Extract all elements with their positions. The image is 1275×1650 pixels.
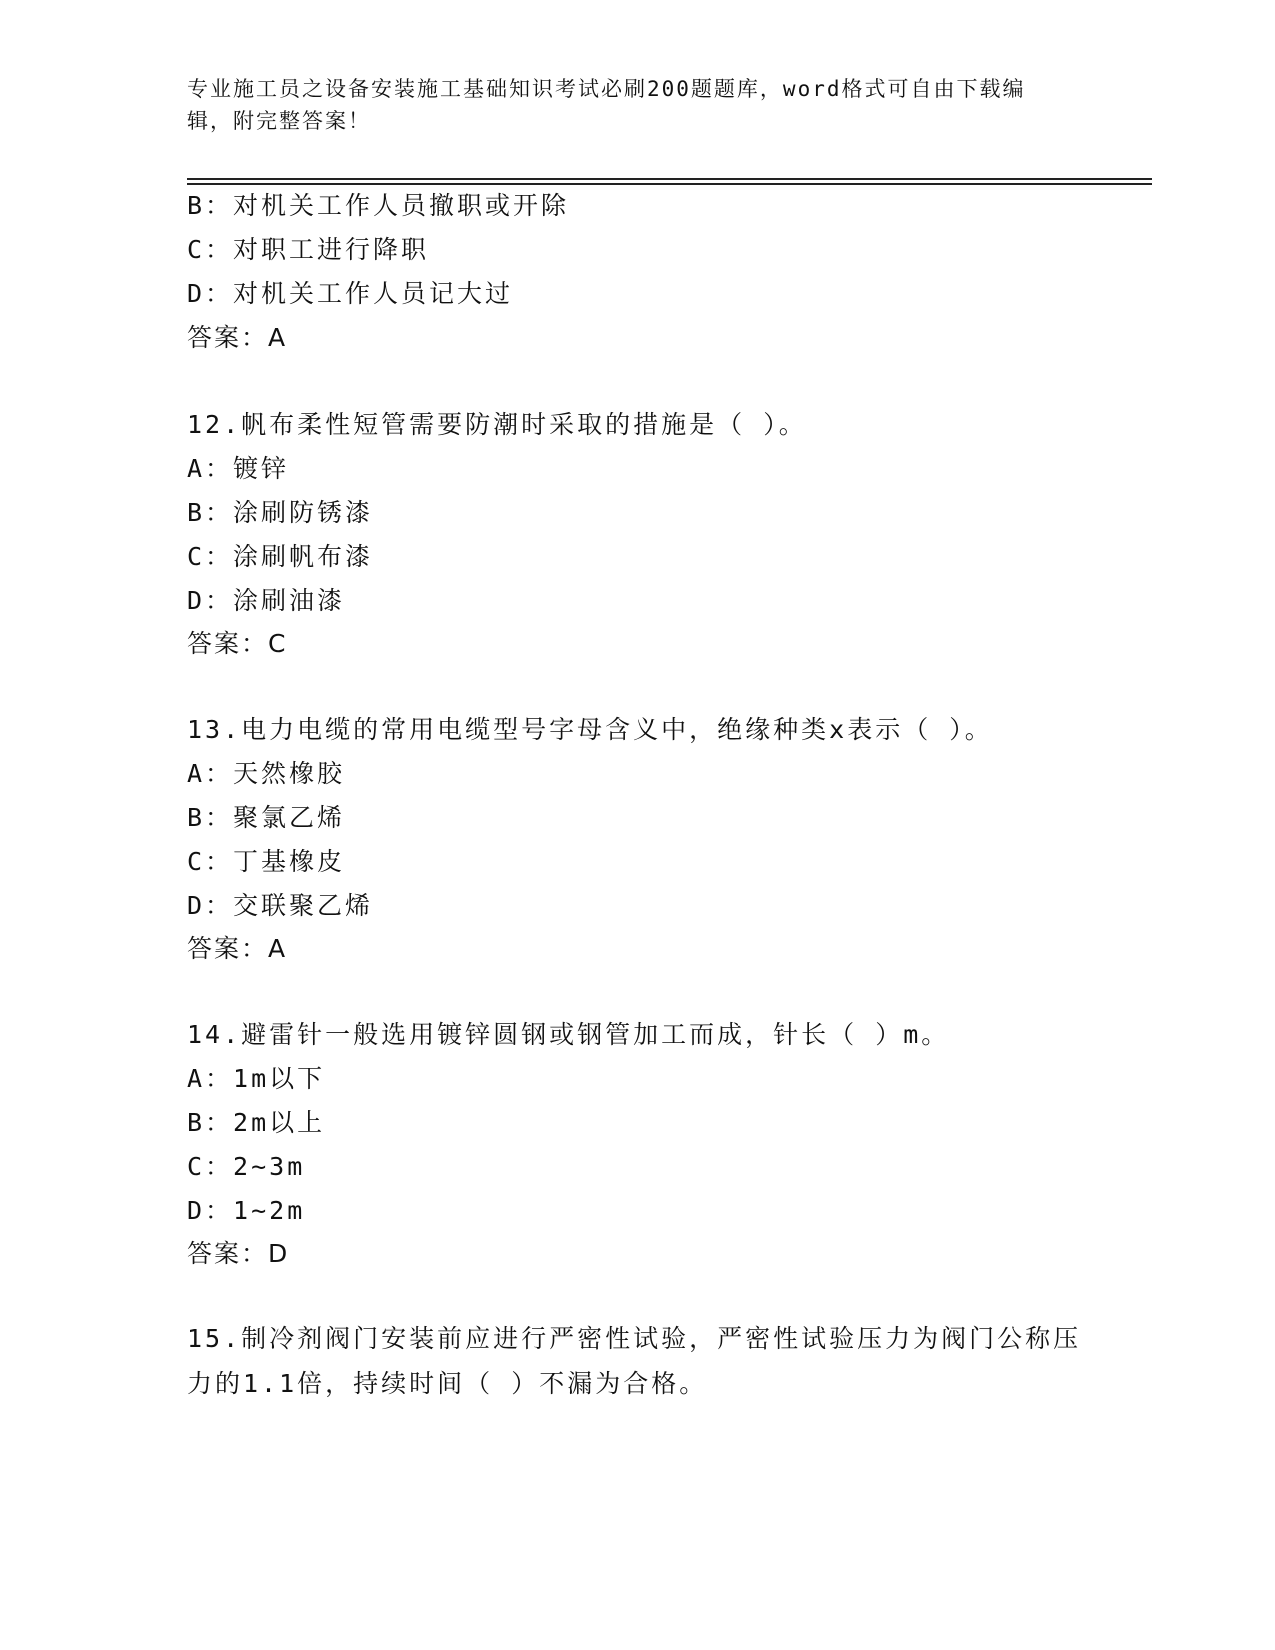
q12-stem: 12.帆布柔性短管需要防潮时采取的措施是（ ）。: [187, 410, 807, 439]
q13-stem: 13.电力电缆的常用电缆型号字母含义中，绝缘种类x表示（ ）。: [187, 715, 993, 744]
q13-option-d: D：交联聚乙烯: [187, 891, 374, 920]
q11-answer: 答案：A: [187, 323, 288, 352]
q11-option-b: B：对机关工作人员撤职或开除: [187, 191, 570, 220]
q11-option-d: D：对机关工作人员记大过: [187, 279, 514, 308]
q14-answer: 答案：D: [187, 1239, 290, 1268]
q14-option-b: B：2m以上: [187, 1108, 326, 1137]
q11-option-c: C：对职工进行降职: [187, 235, 430, 264]
header-divider-top: [187, 178, 1152, 180]
q14-option-a: A：1m以下: [187, 1064, 326, 1093]
q13-option-c: C：丁基橡皮: [187, 847, 346, 876]
q12-answer: 答案：C: [187, 629, 288, 658]
q14-stem: 14.避雷针一般选用镀锌圆钢或钢管加工而成，针长（ ）m。: [187, 1020, 950, 1049]
document-header: 专业施工员之设备安装施工基础知识考试必刷200题题库，word格式可自由下载编辑，附完整答案！: [187, 77, 1026, 133]
q13-option-b: B：聚氯乙烯: [187, 803, 346, 832]
q14-option-d: D：1~2m: [187, 1196, 306, 1225]
q13-answer: 答案：A: [187, 934, 288, 963]
q12-option-b: B：涂刷防锈漆: [187, 498, 374, 527]
q15-stem: 15.制冷剂阀门安装前应进行严密性试验，严密性试验压力为阀门公称压力的1.1倍，持续时间（ ）不漏为合格。: [187, 1324, 1082, 1398]
q12-option-a: A：镀锌: [187, 454, 290, 483]
q13-option-a: A：天然橡胶: [187, 759, 346, 788]
header-divider-bottom: [187, 183, 1152, 185]
q14-option-c: C：2~3m: [187, 1152, 306, 1181]
q12-option-c: C：涂刷帆布漆: [187, 542, 374, 571]
q12-option-d: D：涂刷油漆: [187, 586, 346, 615]
